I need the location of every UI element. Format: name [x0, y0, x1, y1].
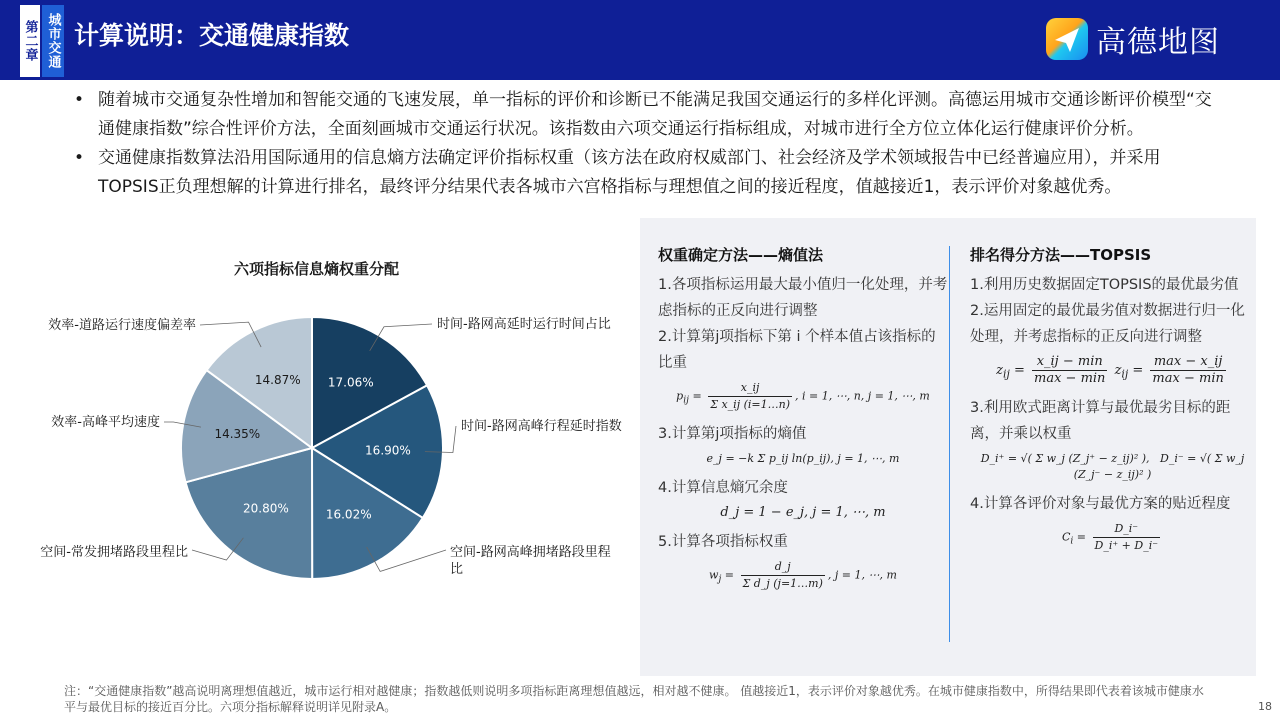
formula-entropy: e_j = −k Σ p_ij ln(p_ij), j = 1, ⋯, m — [706, 452, 900, 465]
formula-proportion: $p_{ij}$ = $\frac{x\_ij}{\text{Σ x\_ij (i=1…n)}}$ , i = 1, ⋯, n, j = 1, ⋯, m — [676, 381, 930, 411]
formula-p-den: Σ x_ij (i=1…n) — [710, 398, 791, 411]
pie-slice-value: 16.90% — [365, 443, 411, 458]
topsis-step-1: 1.利用历史数据固定TOPSIS的最优最劣值 — [970, 277, 1239, 293]
formula-weight: $w_j$ = $\frac{d\_j}{\text{Σ d\_j (j=1…m)}}$ , j = 1, ⋯, m — [709, 560, 897, 590]
formula-w-num: d_j — [741, 559, 825, 576]
chart-title: 六项指标信息熵权重分配 — [234, 260, 400, 278]
formula-dminus: D_i⁻ = √( Σ w_j (Z_j⁻ − z_ij)² ) — [1073, 452, 1245, 481]
formula-closeness: $C_i$ = $\frac{D\_i^-}{D\_i^+ + D\_i^-}$ — [1061, 522, 1159, 552]
topsis-method-column — [970, 242, 1255, 562]
section-tag — [42, 5, 64, 77]
pie-slice-value: 14.87% — [254, 373, 301, 388]
bullet-dot-icon: • — [74, 90, 85, 110]
formula-w-cond: , j = 1, ⋯, m — [827, 568, 897, 582]
amap-logo-icon — [1046, 18, 1088, 60]
formula-z2-num: max − x_ij — [1150, 354, 1225, 371]
topsis-step-2: 2.运用固定的最优最劣值对数据进行归一化处理，并考虑指标的正反向进行调整 — [970, 303, 1245, 345]
topsis-step-3: 3.利用欧式距离计算与最优最劣目标的距离，并乘以权重 — [970, 400, 1231, 442]
formula-normalize: $z_{ij}$ = $\frac{x\_ij - \min}{\max - \min}$ $z_{ij}$ = $\frac{\max - x\_ij}{\max - \min}$ — [996, 354, 1224, 386]
formula-p-num: x_ij — [708, 380, 792, 397]
entropy-step-4: 4.计算信息熵冗余度 — [658, 480, 788, 496]
formula-distance — [970, 451, 1255, 483]
bullet-text: 随着城市交通复杂性增加和智能交通的飞速发展，单一指标的评价和诊断已不能满足我国交通运行的多样化评测。高德运用城市交通诊断评价模型“交通健康指数”综合性评价方法，全面刻画城市交通运行状况。该指数由六项交通运行指标组成，对城市进行全方位立体化运行健康评价分析。 — [98, 90, 1212, 139]
formula-redundancy: d_j = 1 − e_j, j = 1, ⋯, m — [720, 505, 886, 520]
topsis-method-title: 排名得分方法——TOPSIS — [970, 246, 1152, 264]
pie-slice-label: 空间-常发拥堵路段里程比 — [40, 545, 188, 560]
section-label: 城市交通 — [45, 13, 61, 69]
column-divider — [949, 246, 950, 642]
formula-p-cond: , i = 1, ⋯, n, j = 1, ⋯, m — [795, 389, 930, 403]
chapter-tag — [20, 5, 40, 77]
pie-slice-label: 效率-道路运行速度偏差率 — [48, 318, 196, 333]
bullet-item — [70, 144, 1220, 202]
formula-c-num: D_i⁻ — [1093, 521, 1161, 538]
topsis-step-4: 4.计算各评价对象与最优方案的贴近程度 — [970, 496, 1231, 512]
header-bar — [0, 0, 1280, 80]
page-number: 18 — [1258, 700, 1272, 713]
bullet-item — [70, 86, 1220, 144]
method-panel — [640, 218, 1256, 676]
intro-bullets — [70, 86, 1220, 202]
logo-text: 高德地图 — [1096, 25, 1220, 60]
bullet-dot-icon: • — [74, 148, 85, 168]
formula-z2-den: max − min — [1152, 371, 1224, 386]
formula-dplus: D_i⁺ = √( Σ w_j (Z_j⁺ − z_ij)² ), — [980, 452, 1150, 465]
pie-slice-label: 时间-路网高峰行程延时指数 — [461, 419, 622, 434]
entropy-step-1: 1.各项指标运用最大最小值归一化处理，并考虑指标的正反向进行调整 — [658, 277, 948, 319]
entropy-method-column — [658, 242, 948, 600]
entropy-step-3: 3.计算第j项指标的熵值 — [658, 426, 807, 442]
bullet-text: 交通健康指数算法沿用国际通用的信息熵方法确定评价指标权重（该方法在政府权威部门、社会经济及学术领域报告中已经普遍应用），并采用TOPSIS正负理想解的计算进行排名，最终评分结果代表各城市六宫格指标与理想值之间的接近程度，值越接近1，表示评价对象越优秀。 — [98, 148, 1161, 197]
pie-slice-label: 空间-路网高峰拥堵路段里程比 — [450, 545, 611, 577]
formula-z1-den: max − min — [1034, 371, 1106, 386]
entropy-method-title: 权重确定方法——熵值法 — [658, 246, 824, 264]
chapter-label: 第二章 — [22, 20, 38, 62]
pie-slice-label: 时间-路网高延时运行时间占比 — [437, 317, 611, 332]
amap-logo — [1046, 17, 1220, 61]
formula-w-den: Σ d_j (j=1…m) — [742, 577, 823, 590]
pie-slice-value: 14.35% — [214, 426, 261, 441]
pie-chart — [0, 280, 640, 600]
entropy-step-5: 5.计算各项指标权重 — [658, 534, 788, 550]
pie-slice-label: 效率-高峰平均速度 — [51, 415, 160, 430]
pie-slice-value: 17.06% — [327, 375, 374, 390]
page-title: 计算说明：交通健康指数 — [74, 21, 350, 50]
pie-slice-value: 16.02% — [325, 507, 372, 522]
formula-c-den: D_i⁺ + D_i⁻ — [1094, 539, 1159, 552]
entropy-step-2: 2.计算第j项指标下第 i 个样本值占该指标的比重 — [658, 329, 936, 371]
formula-z1-num: x_ij − min — [1032, 354, 1107, 371]
pie-slice-value: 20.80% — [243, 501, 289, 516]
footer-note: 注：“交通健康指数”越高说明离理想值越近，城市运行相对越健康；指数越低则说明多项指标距离理想值越远，相对越不健康。 值越接近1，表示评价对象越优秀。在城市健康指数中，所得结果即代表着该城市健康水平与最优目标的接近百分比。六项分指标解释说明详见附录A。 — [64, 684, 1204, 714]
